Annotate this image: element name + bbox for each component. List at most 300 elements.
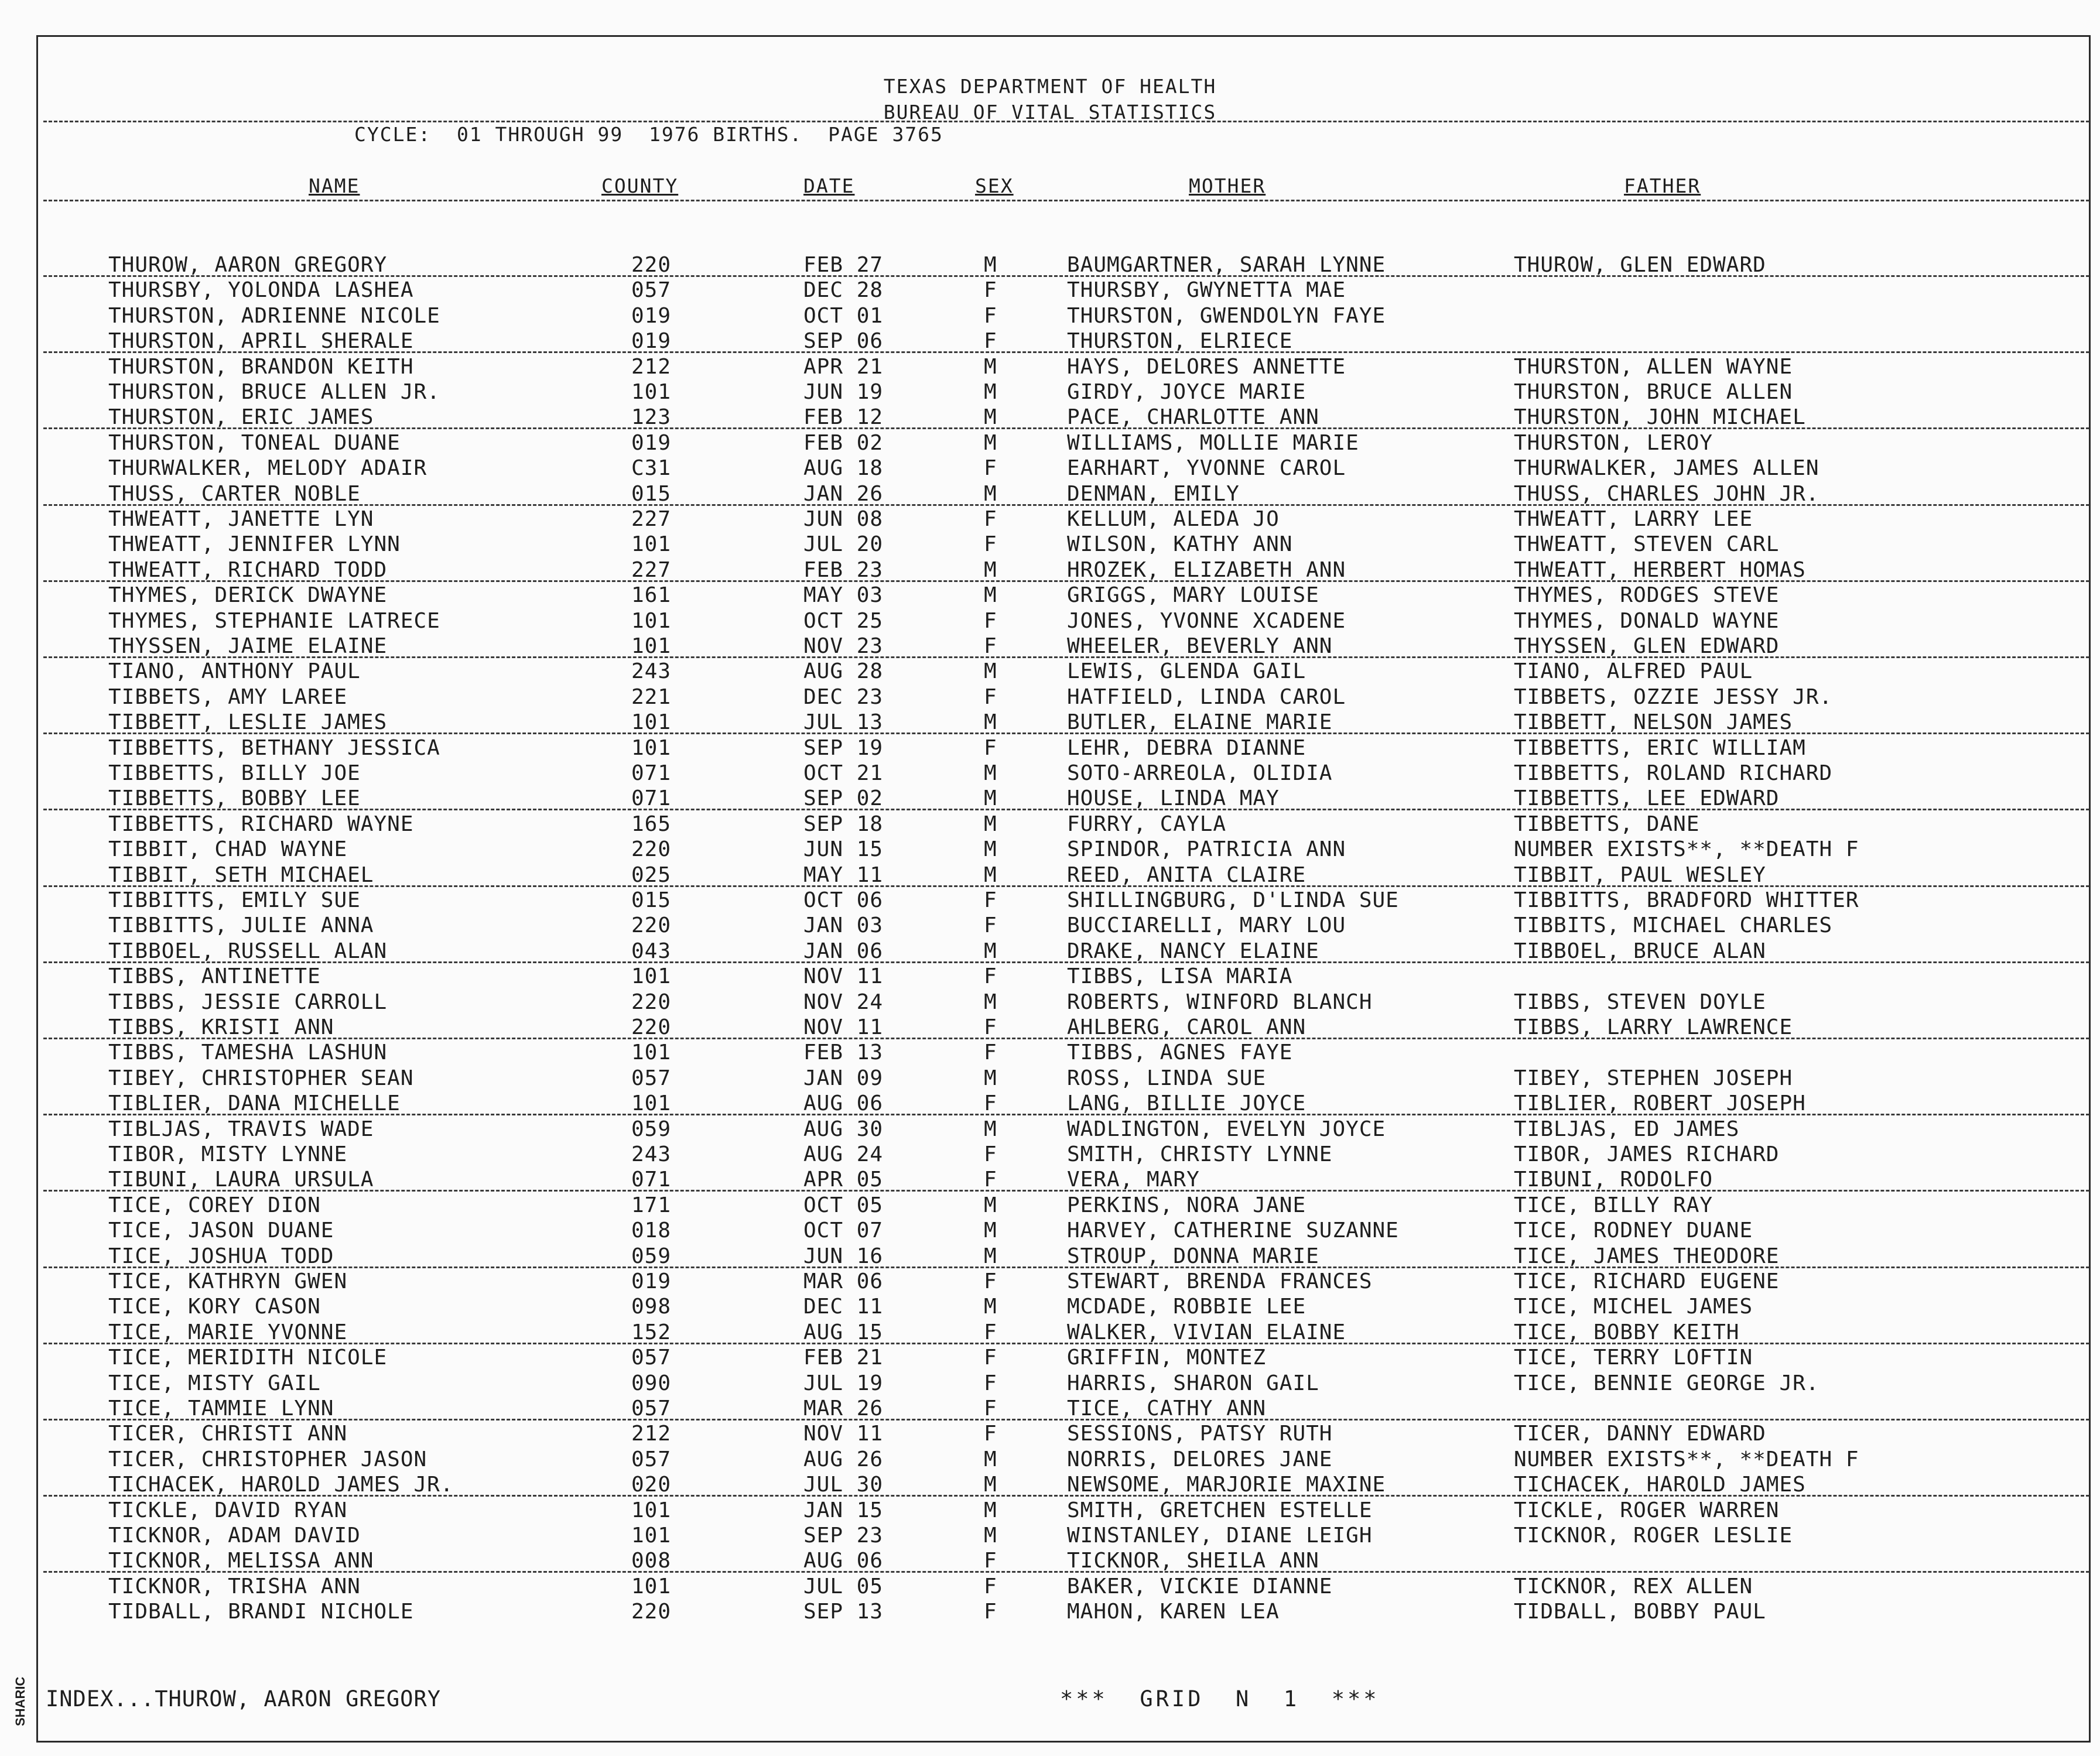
cell-sex: F bbox=[984, 964, 997, 989]
cell-name: TIBOR, MISTY LYNNE bbox=[108, 1142, 348, 1166]
table-row bbox=[0, 1295, 2100, 1320]
table-row bbox=[0, 329, 2100, 354]
cell-mother: NEWSOME, MARJORIE MAXINE bbox=[1067, 1473, 1386, 1497]
cell-sex: F bbox=[984, 1346, 997, 1370]
cell-sex: M bbox=[984, 430, 997, 455]
cell-name: TIBBETTS, BOBBY LEE bbox=[108, 786, 361, 811]
cell-county: 212 bbox=[631, 354, 672, 379]
cell-father: THURSTON, LEROY bbox=[1514, 430, 1713, 455]
cell-name: THURSTON, APRIL SHERALE bbox=[108, 329, 414, 354]
cell-county: 057 bbox=[631, 1396, 672, 1420]
cell-name: THURSTON, ADRIENNE NICOLE bbox=[108, 303, 440, 328]
cell-father: TICE, RICHARD EUGENE bbox=[1514, 1269, 1780, 1293]
cell-sex: M bbox=[984, 862, 997, 887]
cell-county: 057 bbox=[631, 1066, 672, 1090]
cell-mother: ROBERTS, WINFORD BLANCH bbox=[1067, 990, 1373, 1014]
cell-sex: M bbox=[984, 761, 997, 785]
cell-name: TIBBIT, SETH MICHAEL bbox=[108, 862, 374, 887]
cell-name: TIBBETT, LESLIE JAMES bbox=[108, 710, 388, 735]
cycle-line: CYCLE: 01 THROUGH 99 1976 BIRTHS. PAGE 3765 bbox=[354, 123, 943, 146]
cell-name: TIBBIT, CHAD WAYNE bbox=[108, 837, 348, 862]
cell-sex: M bbox=[984, 1117, 997, 1141]
cell-date: FEB 13 bbox=[803, 1040, 884, 1065]
cell-sex: F bbox=[984, 456, 997, 481]
cell-father: TIBLIER, ROBERT JOSEPH bbox=[1514, 1091, 1806, 1116]
table-row bbox=[0, 1117, 2100, 1142]
cell-name: TIBLIER, DANA MICHELLE bbox=[108, 1091, 401, 1116]
cell-date: OCT 06 bbox=[803, 888, 884, 912]
cell-mother: FURRY, CAYLA bbox=[1067, 812, 1227, 836]
cell-sex: F bbox=[984, 913, 997, 938]
cell-county: 220 bbox=[631, 1015, 672, 1039]
column-header-mother: MOTHER bbox=[1189, 174, 1266, 197]
cell-sex: F bbox=[984, 532, 997, 557]
cell-name: TICE, TAMMIE LYNN bbox=[108, 1396, 334, 1420]
cell-date: NOV 24 bbox=[803, 990, 884, 1014]
cell-name: THWEATT, JENNIFER LYNN bbox=[108, 532, 401, 557]
cell-sex: F bbox=[984, 1015, 997, 1039]
cell-county: 243 bbox=[631, 1142, 672, 1166]
cell-date: JUN 16 bbox=[803, 1244, 884, 1268]
cell-father: TIBBETTS, DANE bbox=[1514, 812, 1700, 836]
table-row bbox=[0, 888, 2100, 913]
cell-mother: BUTLER, ELAINE MARIE bbox=[1067, 710, 1333, 735]
cell-name: THUSS, CARTER NOBLE bbox=[108, 481, 361, 506]
cell-sex: F bbox=[984, 1269, 997, 1293]
cell-mother: DRAKE, NANCY ELAINE bbox=[1067, 939, 1319, 963]
cell-date: JUL 13 bbox=[803, 710, 884, 735]
cell-mother: HARVEY, CATHERINE SUZANNE bbox=[1067, 1218, 1399, 1243]
cell-county: 057 bbox=[631, 278, 672, 303]
cell-county: 071 bbox=[631, 761, 672, 785]
table-row bbox=[0, 405, 2100, 430]
cell-father: TICKLE, ROGER WARREN bbox=[1514, 1498, 1780, 1522]
table-row bbox=[0, 1015, 2100, 1040]
row-separator bbox=[43, 580, 2089, 582]
cell-date: AUG 30 bbox=[803, 1117, 884, 1141]
row-separator bbox=[43, 1114, 2089, 1115]
cell-mother: HATFIELD, LINDA CAROL bbox=[1067, 684, 1346, 709]
cell-county: 171 bbox=[631, 1193, 672, 1217]
cell-sex: F bbox=[984, 1142, 997, 1166]
cell-father: TIBBITS, MICHAEL CHARLES bbox=[1514, 913, 1833, 938]
cell-sex: M bbox=[984, 1473, 997, 1497]
row-separator bbox=[43, 427, 2089, 429]
cell-name: THURSBY, YOLONDA LASHEA bbox=[108, 278, 414, 303]
cell-name: TICE, COREY DION bbox=[108, 1193, 321, 1217]
cell-sex: M bbox=[984, 837, 997, 862]
cell-county: 015 bbox=[631, 481, 672, 506]
cell-mother: SESSIONS, PATSY RUTH bbox=[1067, 1422, 1333, 1446]
table-row bbox=[0, 1218, 2100, 1244]
table-row bbox=[0, 761, 2100, 786]
cell-date: DEC 28 bbox=[803, 278, 884, 303]
cell-county: 161 bbox=[631, 583, 672, 608]
cell-mother: PERKINS, NORA JANE bbox=[1067, 1193, 1306, 1217]
cell-sex: M bbox=[984, 1066, 997, 1090]
cell-date: MAY 11 bbox=[803, 862, 884, 887]
table-row bbox=[0, 558, 2100, 583]
cell-mother: LEHR, DEBRA DIANNE bbox=[1067, 735, 1306, 760]
table-row bbox=[0, 532, 2100, 557]
cell-father: THURSTON, ALLEN WAYNE bbox=[1514, 354, 1793, 379]
table-row bbox=[0, 1346, 2100, 1371]
row-separator bbox=[43, 1571, 2089, 1573]
cell-county: 227 bbox=[631, 507, 672, 531]
cell-date: APR 05 bbox=[803, 1168, 884, 1192]
row-separator bbox=[43, 351, 2089, 353]
cell-county: 019 bbox=[631, 329, 672, 354]
cell-father: TICE, BOBBY KEITH bbox=[1514, 1320, 1740, 1344]
header-agency: TEXAS DEPARTMENT OF HEALTH bbox=[883, 75, 1217, 98]
column-header-date: DATE bbox=[803, 174, 855, 197]
cell-mother: TIBBS, LISA MARIA bbox=[1067, 964, 1293, 989]
cell-name: TIBUNI, LAURA URSULA bbox=[108, 1168, 374, 1192]
cell-date: MAR 06 bbox=[803, 1269, 884, 1293]
cell-sex: F bbox=[984, 1422, 997, 1446]
cell-mother: WILSON, KATHY ANN bbox=[1067, 532, 1293, 557]
cell-county: 098 bbox=[631, 1295, 672, 1319]
cell-name: TICE, JOSHUA TODD bbox=[108, 1244, 334, 1268]
table-row bbox=[0, 609, 2100, 634]
cell-county: 043 bbox=[631, 939, 672, 963]
cell-mother: SHILLINGBURG, D'LINDA SUE bbox=[1067, 888, 1399, 912]
cell-name: THURSTON, ERIC JAMES bbox=[108, 405, 374, 430]
cell-date: SEP 13 bbox=[803, 1600, 884, 1624]
cell-date: OCT 21 bbox=[803, 761, 884, 785]
cell-mother: GRIFFIN, MONTEZ bbox=[1067, 1346, 1267, 1370]
cell-name: THUROW, AARON GREGORY bbox=[108, 253, 388, 277]
cell-county: 101 bbox=[631, 1524, 672, 1548]
cell-date: SEP 23 bbox=[803, 1524, 884, 1548]
cell-date: OCT 07 bbox=[803, 1218, 884, 1243]
cell-sex: F bbox=[984, 1396, 997, 1420]
table-row bbox=[0, 913, 2100, 939]
cell-father: TIBBETTS, ERIC WILLIAM bbox=[1514, 735, 1806, 760]
cell-sex: M bbox=[984, 380, 997, 404]
cell-date: JUN 15 bbox=[803, 837, 884, 862]
cell-sex: F bbox=[984, 634, 997, 658]
cell-county: 101 bbox=[631, 710, 672, 735]
cell-father: THYMES, DONALD WAYNE bbox=[1514, 608, 1780, 633]
cell-county: 212 bbox=[631, 1422, 672, 1446]
cell-mother: HOUSE, LINDA MAY bbox=[1067, 786, 1280, 811]
cell-name: TIBBS, KRISTI ANN bbox=[108, 1015, 334, 1039]
cell-father: TICE, TERRY LOFTIN bbox=[1514, 1346, 1753, 1370]
cell-county: 025 bbox=[631, 862, 672, 887]
cell-county: 221 bbox=[631, 684, 672, 709]
cell-sex: M bbox=[984, 786, 997, 811]
cell-date: SEP 18 bbox=[803, 812, 884, 836]
cell-father: TICKNOR, REX ALLEN bbox=[1514, 1574, 1753, 1598]
cell-mother: ROSS, LINDA SUE bbox=[1067, 1066, 1267, 1090]
cell-date: NOV 11 bbox=[803, 1015, 884, 1039]
cell-mother: TICKNOR, SHEILA ANN bbox=[1067, 1549, 1319, 1573]
cell-county: 101 bbox=[631, 735, 672, 760]
cell-name: TICE, KATHRYN GWEN bbox=[108, 1269, 348, 1293]
cell-date: MAR 26 bbox=[803, 1396, 884, 1420]
cell-mother: WHEELER, BEVERLY ANN bbox=[1067, 634, 1333, 658]
cell-name: THURSTON, BRUCE ALLEN JR. bbox=[108, 380, 440, 404]
table-row bbox=[0, 710, 2100, 735]
table-row bbox=[0, 431, 2100, 456]
table-row bbox=[0, 1320, 2100, 1346]
cell-sex: F bbox=[984, 1574, 997, 1598]
cell-name: TICE, JASON DUANE bbox=[108, 1218, 334, 1243]
cell-date: FEB 27 bbox=[803, 253, 884, 277]
cell-name: THWEATT, RICHARD TODD bbox=[108, 557, 388, 582]
cell-sex: M bbox=[984, 1498, 997, 1522]
cell-name: TIBBETTS, BETHANY JESSICA bbox=[108, 735, 440, 760]
cell-sex: F bbox=[984, 1371, 997, 1395]
cell-sex: M bbox=[984, 659, 997, 684]
cell-county: 019 bbox=[631, 1269, 672, 1293]
cell-father: TIBUNI, RODOLFO bbox=[1514, 1168, 1713, 1192]
cell-sex: M bbox=[984, 354, 997, 379]
cell-date: AUG 28 bbox=[803, 659, 884, 684]
cell-county: 220 bbox=[631, 1600, 672, 1624]
cell-mother: SMITH, CHRISTY LYNNE bbox=[1067, 1142, 1333, 1166]
cell-name: TIBBETTS, RICHARD WAYNE bbox=[108, 812, 414, 836]
cell-date: JUL 30 bbox=[803, 1473, 884, 1497]
cell-name: TICKNOR, ADAM DAVID bbox=[108, 1524, 361, 1548]
cell-father: TIBBIT, PAUL WESLEY bbox=[1514, 862, 1766, 887]
table-row bbox=[0, 253, 2100, 278]
cell-father: THYMES, RODGES STEVE bbox=[1514, 583, 1780, 608]
cell-mother: MAHON, KAREN LEA bbox=[1067, 1600, 1280, 1624]
row-separator bbox=[43, 1343, 2089, 1344]
cell-date: APR 21 bbox=[803, 354, 884, 379]
cell-date: JAN 26 bbox=[803, 481, 884, 506]
cell-county: 101 bbox=[631, 608, 672, 633]
cell-county: 057 bbox=[631, 1346, 672, 1370]
cell-mother: THURSTON, ELRIECE bbox=[1067, 329, 1293, 354]
cell-sex: M bbox=[984, 812, 997, 836]
cell-name: THYMES, DERICK DWAYNE bbox=[108, 583, 388, 608]
table-row bbox=[0, 964, 2100, 990]
cell-sex: M bbox=[984, 1447, 997, 1471]
cell-mother: BUCCIARELLI, MARY LOU bbox=[1067, 913, 1346, 938]
cell-county: 071 bbox=[631, 786, 672, 811]
cell-mother: TIBBS, AGNES FAYE bbox=[1067, 1040, 1293, 1065]
cell-sex: F bbox=[984, 303, 997, 328]
cell-father: THURSTON, JOHN MICHAEL bbox=[1514, 405, 1806, 430]
table-row bbox=[0, 1193, 2100, 1218]
table-row bbox=[0, 939, 2100, 964]
header-bureau: BUREAU OF VITAL STATISTICS bbox=[883, 101, 1217, 124]
cell-name: TIBBS, JESSIE CARROLL bbox=[108, 990, 388, 1014]
cell-name: THURSTON, BRANDON KEITH bbox=[108, 354, 414, 379]
cell-father: THUROW, GLEN EDWARD bbox=[1514, 253, 1766, 277]
cell-mother: SPINDOR, PATRICIA ANN bbox=[1067, 837, 1346, 862]
cell-father: TICE, RODNEY DUANE bbox=[1514, 1218, 1753, 1243]
cell-father: TICHACEK, HAROLD JAMES bbox=[1514, 1473, 1806, 1497]
cell-date: JUN 08 bbox=[803, 507, 884, 531]
cell-father: THUSS, CHARLES JOHN JR. bbox=[1514, 481, 1819, 506]
cell-father: TICE, BILLY RAY bbox=[1514, 1193, 1713, 1217]
cell-county: 101 bbox=[631, 964, 672, 989]
table-row bbox=[0, 812, 2100, 837]
cell-mother: PACE, CHARLOTTE ANN bbox=[1067, 405, 1319, 430]
row-separator bbox=[43, 1495, 2089, 1497]
cell-county: 090 bbox=[631, 1371, 672, 1395]
cell-sex: M bbox=[984, 1244, 997, 1268]
cell-name: TIBBETTS, BILLY JOE bbox=[108, 761, 361, 785]
cell-date: AUG 06 bbox=[803, 1091, 884, 1116]
cell-county: 123 bbox=[631, 405, 672, 430]
cell-father: TIBLJAS, ED JAMES bbox=[1514, 1117, 1740, 1141]
table-row bbox=[0, 1422, 2100, 1447]
table-row bbox=[0, 1142, 2100, 1168]
cell-name: TICE, MARIE YVONNE bbox=[108, 1320, 348, 1344]
column-header-name: NAME bbox=[309, 174, 360, 197]
cell-mother: NORRIS, DELORES JANE bbox=[1067, 1447, 1333, 1471]
table-row bbox=[0, 634, 2100, 659]
cell-date: AUG 18 bbox=[803, 456, 884, 481]
cell-county: 101 bbox=[631, 380, 672, 404]
cell-mother: THURSTON, GWENDOLYN FAYE bbox=[1067, 303, 1386, 328]
row-separator bbox=[43, 961, 2089, 963]
cell-father: TIBOR, JAMES RICHARD bbox=[1514, 1142, 1780, 1166]
cell-sex: F bbox=[984, 278, 997, 303]
cell-father: THYSSEN, GLEN EDWARD bbox=[1514, 634, 1780, 658]
row-separator bbox=[43, 656, 2089, 658]
cell-date: JAN 06 bbox=[803, 939, 884, 963]
table-row bbox=[0, 1040, 2100, 1066]
cell-father: TIBEY, STEPHEN JOSEPH bbox=[1514, 1066, 1793, 1090]
cell-county: 101 bbox=[631, 1498, 672, 1522]
table-row bbox=[0, 1524, 2100, 1549]
cell-sex: M bbox=[984, 557, 997, 582]
cell-sex: F bbox=[984, 1168, 997, 1192]
column-header-sex: SEX bbox=[975, 174, 1014, 197]
cell-date: AUG 06 bbox=[803, 1549, 884, 1573]
cell-sex: M bbox=[984, 710, 997, 735]
cell-mother: GIRDY, JOYCE MARIE bbox=[1067, 380, 1306, 404]
cell-name: TICE, KORY CASON bbox=[108, 1295, 321, 1319]
cell-name: TIBBITTS, EMILY SUE bbox=[108, 888, 361, 912]
table-row bbox=[0, 1396, 2100, 1422]
cell-county: 071 bbox=[631, 1168, 672, 1192]
table-row bbox=[0, 1549, 2100, 1574]
cell-county: 059 bbox=[631, 1117, 672, 1141]
table-row bbox=[0, 736, 2100, 761]
cell-county: 101 bbox=[631, 532, 672, 557]
cell-father: TICE, JAMES THEODORE bbox=[1514, 1244, 1780, 1268]
cell-mother: WALKER, VIVIAN ELAINE bbox=[1067, 1320, 1346, 1344]
cell-sex: F bbox=[984, 507, 997, 531]
cell-father: TIBBETT, NELSON JAMES bbox=[1514, 710, 1793, 735]
cell-father: TIANO, ALFRED PAUL bbox=[1514, 659, 1753, 684]
cell-county: 008 bbox=[631, 1549, 672, 1573]
cell-sex: M bbox=[984, 253, 997, 277]
table-row bbox=[0, 685, 2100, 710]
cell-county: 101 bbox=[631, 634, 672, 658]
cell-sex: F bbox=[984, 735, 997, 760]
cell-county: 057 bbox=[631, 1447, 672, 1471]
table-row bbox=[0, 1244, 2100, 1269]
cell-name: TIBBS, TAMESHA LASHUN bbox=[108, 1040, 388, 1065]
cell-date: FEB 23 bbox=[803, 557, 884, 582]
table-row bbox=[0, 786, 2100, 812]
cell-date: DEC 23 bbox=[803, 684, 884, 709]
cell-mother: WINSTANLEY, DIANE LEIGH bbox=[1067, 1524, 1373, 1548]
cell-county: 059 bbox=[631, 1244, 672, 1268]
cell-name: TIBBOEL, RUSSELL ALAN bbox=[108, 939, 388, 963]
cell-date: FEB 02 bbox=[803, 430, 884, 455]
cell-date: SEP 06 bbox=[803, 329, 884, 354]
column-header-father: FATHER bbox=[1624, 174, 1701, 197]
cell-sex: F bbox=[984, 608, 997, 633]
cell-county: 220 bbox=[631, 990, 672, 1014]
cell-mother: BAKER, VICKIE DIANNE bbox=[1067, 1574, 1333, 1598]
cell-name: TIBBETS, AMY LAREE bbox=[108, 684, 348, 709]
cell-father: TICKNOR, ROGER LESLIE bbox=[1514, 1524, 1793, 1548]
cell-date: AUG 26 bbox=[803, 1447, 884, 1471]
cell-county: 020 bbox=[631, 1473, 672, 1497]
row-separator bbox=[43, 1038, 2089, 1039]
table-row bbox=[0, 990, 2100, 1015]
table-row bbox=[0, 1600, 2100, 1625]
cell-county: 018 bbox=[631, 1218, 672, 1243]
cell-mother: JONES, YVONNE XCADENE bbox=[1067, 608, 1346, 633]
row-separator bbox=[43, 504, 2089, 506]
cell-name: TIBLJAS, TRAVIS WADE bbox=[108, 1117, 374, 1141]
cell-name: TICE, MISTY GAIL bbox=[108, 1371, 321, 1395]
cell-name: TIANO, ANTHONY PAUL bbox=[108, 659, 361, 684]
table-row bbox=[0, 304, 2100, 329]
cell-name: TICER, CHRISTOPHER JASON bbox=[108, 1447, 427, 1471]
cell-father: TIBBS, LARRY LAWRENCE bbox=[1514, 1015, 1793, 1039]
cell-date: JUL 20 bbox=[803, 532, 884, 557]
cell-mother: REED, ANITA CLAIRE bbox=[1067, 862, 1306, 887]
cell-name: THYMES, STEPHANIE LATRECE bbox=[108, 608, 440, 633]
cell-date: NOV 23 bbox=[803, 634, 884, 658]
cell-father: TICE, BENNIE GEORGE JR. bbox=[1514, 1371, 1819, 1395]
cell-mother: VERA, MARY bbox=[1067, 1168, 1200, 1192]
table-row bbox=[0, 1168, 2100, 1193]
cell-father: TIBBETTS, ROLAND RICHARD bbox=[1514, 761, 1833, 785]
table-row bbox=[0, 1473, 2100, 1498]
cell-sex: M bbox=[984, 1218, 997, 1243]
cell-county: 019 bbox=[631, 303, 672, 328]
cell-mother: WADLINGTON, EVELYN JOYCE bbox=[1067, 1117, 1386, 1141]
cell-sex: F bbox=[984, 1091, 997, 1116]
cell-mother: TICE, CATHY ANN bbox=[1067, 1396, 1267, 1420]
cell-name: THWEATT, JANETTE LYN bbox=[108, 507, 374, 531]
cell-mother: BAUMGARTNER, SARAH LYNNE bbox=[1067, 253, 1386, 277]
cell-sex: M bbox=[984, 481, 997, 506]
footer-index: INDEX...THUROW, AARON GREGORY bbox=[46, 1686, 442, 1711]
cell-sex: M bbox=[984, 1295, 997, 1319]
cell-sex: M bbox=[984, 939, 997, 963]
table-row bbox=[0, 659, 2100, 684]
table-row bbox=[0, 837, 2100, 862]
cell-father: TIBBETS, OZZIE JESSY JR. bbox=[1514, 684, 1833, 709]
cell-name: TICHACEK, HAROLD JAMES JR. bbox=[108, 1473, 454, 1497]
table-row bbox=[0, 456, 2100, 481]
cell-county: 019 bbox=[631, 430, 672, 455]
cell-name: TIBBITTS, JULIE ANNA bbox=[108, 913, 374, 938]
cell-name: TIBEY, CHRISTOPHER SEAN bbox=[108, 1066, 414, 1090]
cell-mother: THURSBY, GWYNETTA MAE bbox=[1067, 278, 1346, 303]
table-row bbox=[0, 583, 2100, 608]
cell-date: FEB 12 bbox=[803, 405, 884, 430]
cell-mother: SMITH, GRETCHEN ESTELLE bbox=[1067, 1498, 1373, 1522]
row-separator bbox=[43, 1190, 2089, 1192]
table-row bbox=[0, 1498, 2100, 1524]
cell-sex: F bbox=[984, 888, 997, 912]
